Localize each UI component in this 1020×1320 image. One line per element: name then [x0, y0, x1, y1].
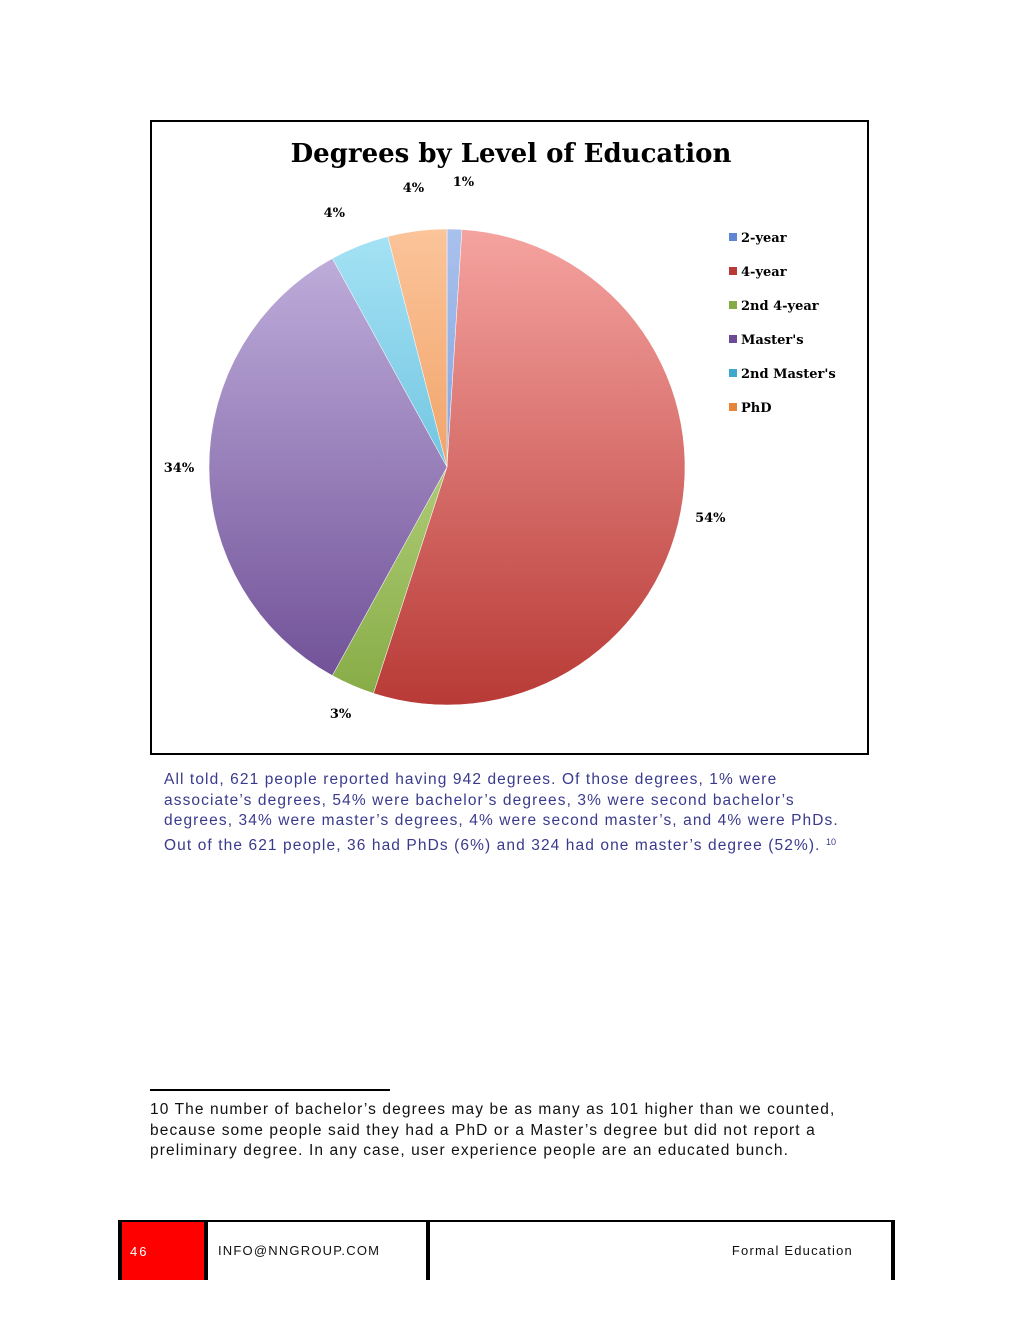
legend-swatch-phd	[729, 403, 737, 411]
data-label-phd: 4%	[402, 181, 425, 197]
legend-label-master-s: Master's	[741, 333, 804, 348]
chart-caption	[164, 770, 844, 856]
legend-label-2nd-master-s: 2nd Master's	[741, 367, 836, 382]
page-number-box	[118, 1222, 208, 1280]
footnote-divider	[150, 1089, 390, 1091]
legend-swatch-4-year	[729, 267, 737, 275]
footnote: 10 The number of bachelor’s degrees may be as many as 101 higher than we counted, because some people said they had a PhD or a Master’s degree but did not report a preliminary degree. In any case, user experience people are an educated bunch.	[150, 1101, 836, 1159]
legend-item-2nd-4-year	[729, 299, 819, 314]
legend-label-phd: PhD	[741, 401, 772, 416]
footnote-reference[interactable]: 10	[825, 836, 836, 847]
legend-swatch-2nd-4-year	[729, 301, 737, 309]
data-label-2nd-master-s: 4%	[323, 205, 346, 221]
caption-text: All told, 621 people reported having 942 degrees. Of those degrees, 1% were associate’s degrees, 54% were bachelor’s degrees, 3% were second bachelor’s degrees, 34% were master’s degrees, 4% were second master’s, and 4% were PhDs. Out of the 621 people, 36 had PhDs (6%) and 324 had one master’s degree (52%).	[164, 771, 839, 854]
legend-label-4-year: 4-year	[741, 265, 787, 280]
legend-item-phd	[729, 401, 772, 416]
legend-swatch-master-s	[729, 335, 737, 343]
footer-divider	[426, 1222, 430, 1280]
legend-label-2nd-4-year: 2nd 4-year	[741, 299, 819, 314]
chart-frame	[150, 120, 869, 755]
page-number: 46	[130, 1244, 149, 1259]
data-label-2-year: 1%	[452, 175, 475, 191]
legend-item-master-s	[729, 333, 804, 348]
legend-label-2-year: 2-year	[741, 231, 787, 246]
footer-section-title: Formal Education	[731, 1243, 853, 1258]
pie-chart	[152, 122, 871, 757]
data-label-master-s: 34%	[163, 461, 195, 476]
legend-swatch-2-year	[729, 233, 737, 241]
page-footer	[118, 1220, 895, 1280]
data-label-2nd-4-year: 3%	[329, 707, 352, 722]
legend-item-2-year	[729, 231, 787, 246]
footer-right-bar	[891, 1222, 895, 1280]
pie-slices	[209, 229, 685, 705]
chart-title: Degrees by Level of Education	[290, 139, 732, 169]
footer-email[interactable]: INFO@NNGROUP.COM	[218, 1243, 381, 1258]
legend	[729, 231, 836, 416]
data-label-4-year: 54%	[695, 511, 726, 527]
legend-item-2nd-master-s	[729, 367, 836, 382]
legend-swatch-2nd-master-s	[729, 369, 737, 377]
legend-item-4-year	[729, 265, 787, 280]
